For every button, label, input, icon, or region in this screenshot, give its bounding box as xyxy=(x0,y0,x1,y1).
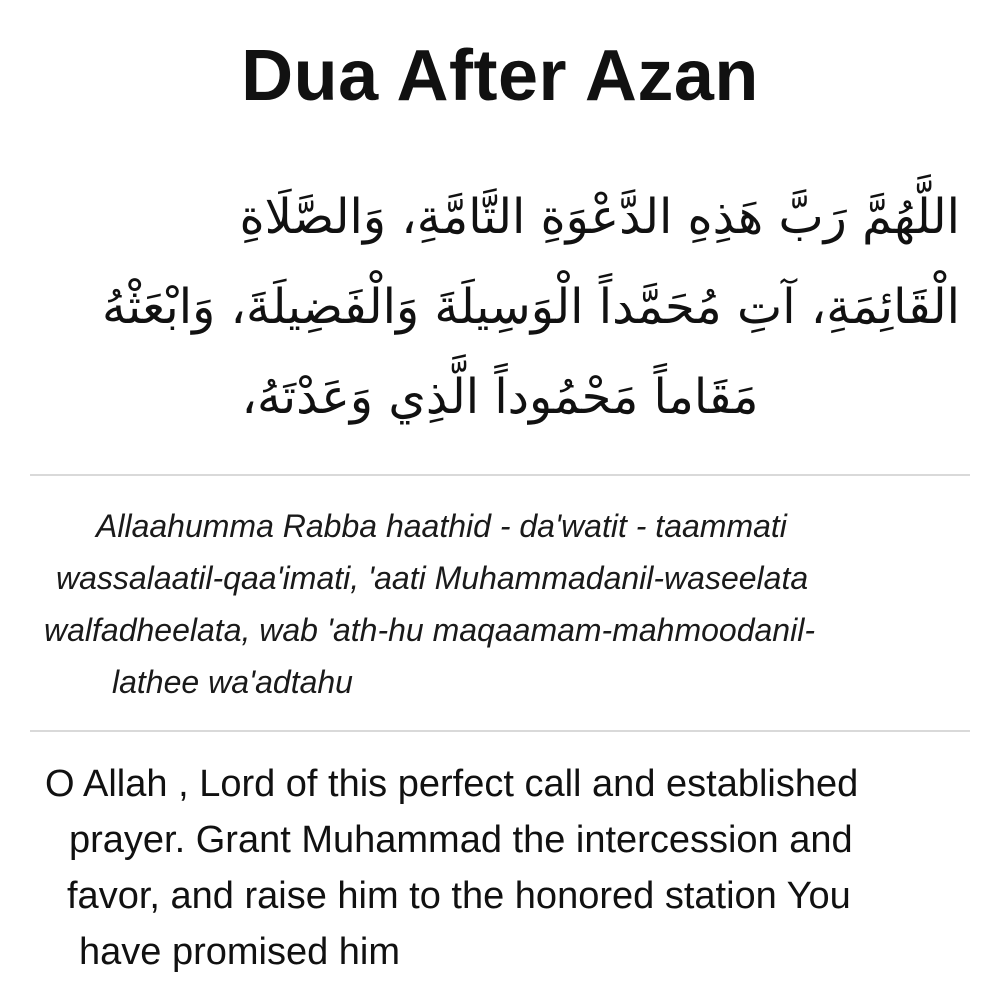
arabic-line: مَقَاماً مَحْمُوداً الَّذِي وَعَدْتَهُ، xyxy=(241,369,759,425)
translation-line: favor, and raise him to the honored station You xyxy=(67,875,851,917)
divider xyxy=(30,730,970,732)
divider xyxy=(30,474,970,476)
transliteration-line: lathee wa'adtahu xyxy=(112,664,353,700)
transliteration-text xyxy=(40,500,960,708)
english-translation-text xyxy=(45,756,960,980)
arabic-line: اللَّهُمَّ رَبَّ هَذِهِ الدَّعْوَةِ التَّامَّةِ، وَالصَّلَاةِ xyxy=(239,189,960,245)
transliteration-line: Allaahumma Rabba haathid - da'watit - taammati xyxy=(96,508,787,544)
transliteration-line: walfadheelata, wab 'ath-hu maqaamam-mahmoodanil- xyxy=(44,612,815,648)
transliteration-line: wassalaatil-qaa'imati, 'aati Muhammadanil-waseelata xyxy=(56,560,809,596)
translation-line: have promised him xyxy=(79,931,401,973)
translation-line: O Allah , Lord of this perfect call and established xyxy=(45,763,859,805)
arabic-line: الْقَائِمَةِ، آتِ مُحَمَّداً الْوَسِيلَةَ وَالْفَضِيلَةَ، وَابْعَثْهُ xyxy=(102,279,960,335)
arabic-dua-text xyxy=(40,172,960,442)
page-title: Dua After Azan xyxy=(241,36,759,116)
translation-line: prayer. Grant Muhammad the intercession and xyxy=(69,819,853,861)
